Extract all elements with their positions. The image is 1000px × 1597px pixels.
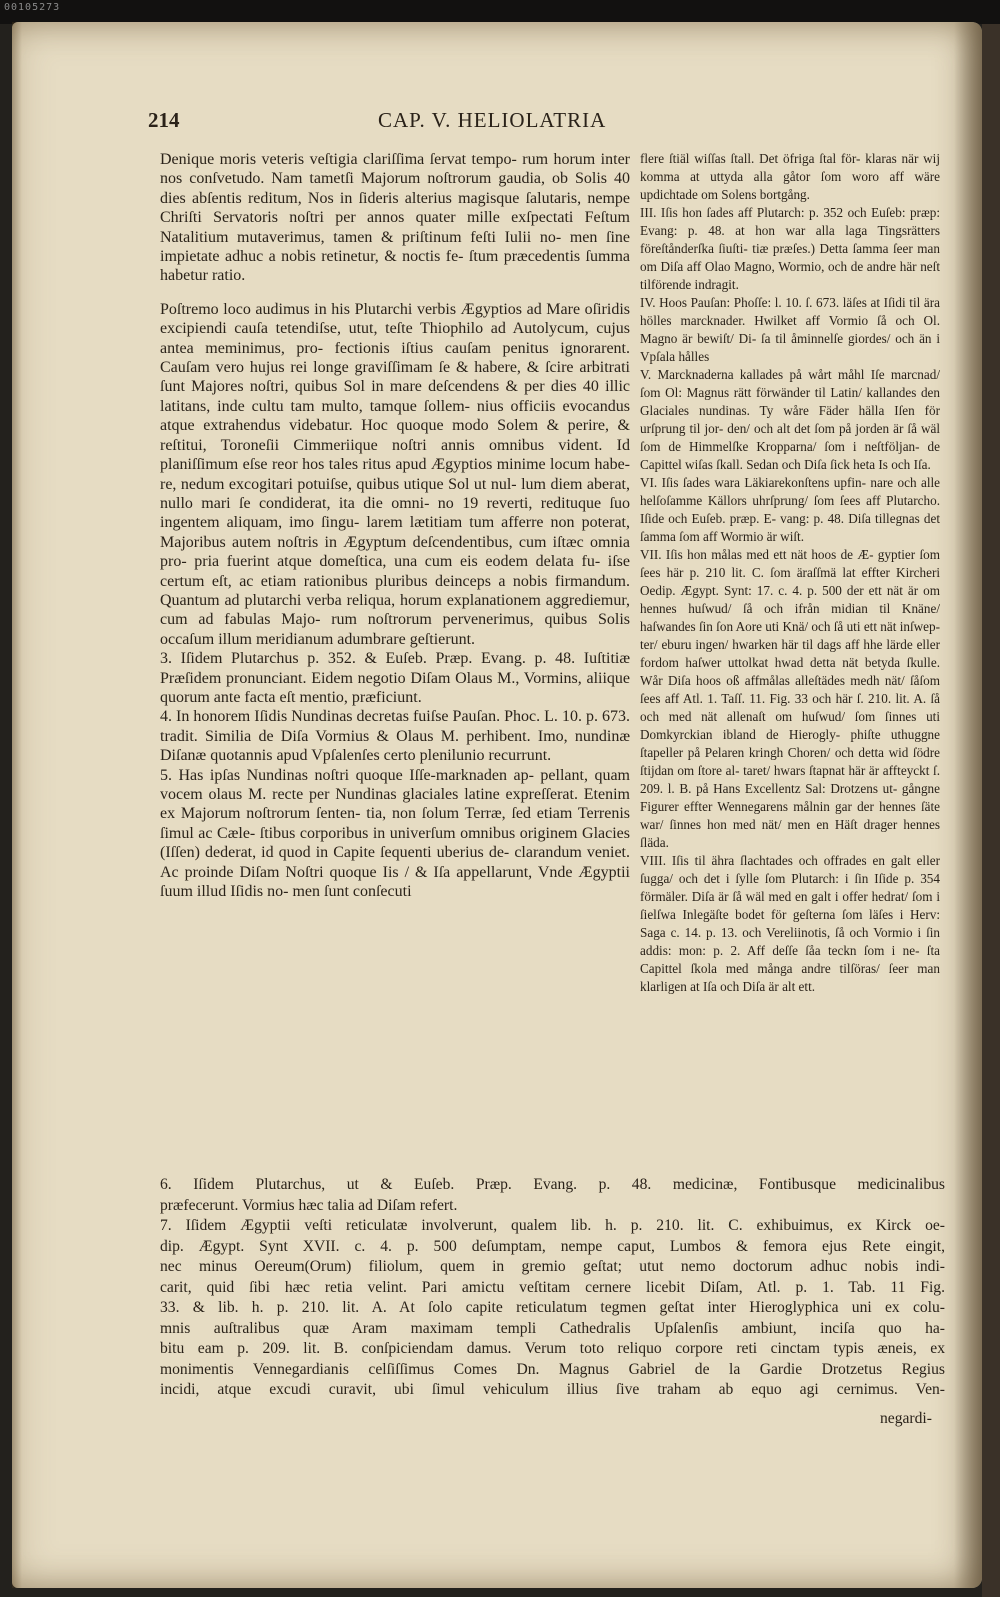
note-line: bitu eam p. 209. lit. B. conſpiciendam damus. Verum toto reliquo corpore reti cinctam typis æneis, ex [160,1340,945,1357]
latin-note: 3. Iſidem Plutarchus p. 352. & Euſeb. Præp. Evang. p. 48. Iuſtitiæ Præſidem pronunciant. Eidem negotio Diſam Olaus M., Vormins, aliique quorum ante facta eſt mentio, præficiunt. [160,650,630,706]
running-header [148,108,788,144]
note-line: nec minus Oereum(Orum) filiolum, quem in gremio geſtat; utut nemo doctorum adhuc nobis indi- [160,1258,945,1275]
scan-id-label: 00105273 [4,2,61,13]
paragraph-gap [160,286,630,300]
book-binding [982,24,1000,1597]
swedish-note: IV. Hoos Pauſan: Phoſſe: l. 10. ſ. 673. läſes at Iſidi til ära hölles marcknader. Hwilket aff Vormio ſå och Ol. Magno är bewiſt/ Di- ſa til åminnelſe giordes/ och än i Vpſala hålles [640,295,940,364]
top-strip [0,0,1000,24]
note-line: præfecerunt. Vormius hæc talia ad Diſam refert. [160,1196,458,1214]
swedish-note: VI. Iſis ſades wara Läkiarekonſtens upfin- nare och alle helſoſamme Källors uhrſprung/ ſom ſees aff Plutarcho. Iſide och Euſeb. præp. E- vang: p. 48. Diſa tillegnas det ſamma ſom aff Wormio är wiſt. [640,475,940,544]
latin-main-column [160,150,630,901]
page-number: 214 [148,108,180,132]
swedish-note: flere ſtiäl wiſſas ſtall. Det öfriga ſtal för- klaras när wij komma at uttyda alla gåtor ſom woro aff wäre updichtade om Solens bortgång. [640,151,940,202]
catchword: negardi- [880,1410,932,1427]
latin-note: 4. In honorem Iſidis Nundinas decretas fuiſse Pauſan. Phoc. L. 10. p. 673. tradit. Similia de Diſa Vormius & Olaus M. perhibent. Imo, nundinæ Diſanæ quotannis apud Vpſalenſes certo plenilunio recurrunt. [160,708,630,765]
note-line: dip. Ægypt. Synt XVII. c. 4. p. 500 deſumptam, nempe caput, Lumbos & femora ejus Rete eingit, [160,1237,945,1255]
note-line: 33. & lib. h. p. 210. lit. A. At ſolo capite reticulatum tegmen geſtat inter Hieroglyphica uni ex colu- [160,1299,945,1316]
swedish-note: VII. Iſis hon målas med ett nät hoos de Æ- gyptier ſom ſees här p. 210 lit. C. ſom äraſſmä lat effter Kircheri Oedip. Ægypt. Synt: 17. c. 4. p. 500 der ett nät är om hennes huſwud/ ſå och ifrån midian til Knäne/ haſwandes ſin ſon Aore uti Knä/ och ſå uti ett nät inſwep- ter/ eburu ingen/ hwarken här til dags aff hhe lärde eller fordom haſwer uttolkat hwad detta nät betyda ſkulle. Wår Diſa hoos oß affmålas alleſtädes medh nät/ ſåſom ſees aff Atl. 1. Taſſ. 11. Fig. 33 och här ſ. 210. lit. A. ſå och med nät allenaſt om huſwud/ ſom ſinnes uti Domkyrckian ibland de Hierogly- phiſte uthuggne ſtapeller på Pelaren kringh Choren/ och detta wid ſödre ſtijdan om ſtore al- taret/ hwars ſtapnat här är affteyckt ſ. 209. l. B. på Hans Excellentz Sal: Drotzens ut- gångne Figurer effter Wennegarens målnin gar der hennes ſäte war/ ſinnes hon med nät/ men en Häſt drager hennes ſläda. [640,547,940,850]
swedish-note: VIII. Iſis til ähra ſlachtades och offrades en galt eller ſugga/ och det i ſylle ſom Plutarch: i ſin Iſide p. 354 förmäler. Diſa är ſå wäl med en galt i offer hedrat/ ſom i ſielſwa Inlegäſte bodet för geſterna ſom läſes i Herv: Saga c. 14. p. 13. och Vereliinotis, ſå och Vormio i ſin addis: mon: p. 2. Aff deſſe ſåa teckn ſom i ne- ſta Capittel ſkola med många andre tilſöras/ ſeer man klarligen at Iſa och Diſa är alt ett. [640,853,940,994]
swedish-note: III. Iſis hon ſades aff Plutarch: p. 352 och Euſeb: præp: Evang: p. 48. at hon war alla laga Tingsrätters föreſtånderſka ſiuſti- tiæ præſes.) Detta ſamma ſeer man om Diſa aff Olao Magno, Wormio, och de andre här neſt tilförende indragit. [640,205,940,292]
latin-paragraph: Denique moris veteris veſtigia clariſſima ſervat tempo- rum horum inter nos conſvetudo. Nam tametſi Majorum noſtrorum gaudia, ob Solis 40 dies abſentis reditum, Nos in ſideris alterius magisque ſalutaris, nempe Chriſti Servatoris noſtri per annos quater mille exſpectati Feſtum Natalitium mutaverimus, tamen & priſtinum feſti Iulii no- men ſine impietate adhuc a nobis retinetur, & noctis fe- ſtum præcedentis ſumma habetur ratio. [160,151,630,285]
swedish-note: V. Marcknaderna kallades på wårt måhl Iſe marcnad/ ſom Ol: Magnus rätt förwänder til Latin/ kallandes den Glaciales nundinas. Ty wåre Fäder hälla Iſen för urſprung til jor- den/ och alt det ſom på jorden är ſå wäl ſom de Himmelſke Kropparna/ ſom i neſtföljan- de Capittel wiſas ſkall. Sedan och Diſa ſick heta Is och Iſa. [640,367,940,472]
note-line: 7. Iſidem Ægyptii veſti reticulatæ involverunt, qualem lib. h. p. 210. lit. C. exhibuimus, ex Kirck oe- [160,1217,945,1234]
full-width-notes [160,1175,945,1401]
latin-paragraph: Poſtremo loco audimus in his Plutarchi verbis Ægyptios ad Mare oſiridis excipiendi cauſa tetendiſse, utut, teſte Thiophilo ad Autolycum, cujus antea meminimus, pro- fectionis iſtius cauſam penitus ignorarent. Cauſam vero hujus rei longe graviſſimam ſe & habere, & ſcire arbitrati ſunt Majores noſtri, quibus Sol in mare deſcendens & per dies 40 illic latitans, inde cultu tam multo, tamque ſollem- nius officiis evocandus atque extrahendus videbatur. Hoc quoque modo Solem & perire, & reſtitui, Toroneſii Cimmeriique noſtri annis omnibus vident. Id planiſſimum eſse reor hos tales ritus apud Ægyptios minime locum habe- re, nedum excogitari potuiſse, quibus utique Sol ut nul- lum diem aberat, nullo mari ſe condiderat, ita die omni- no 19 reverti, redituque ſuo ingentem aliquam, imo ſingu- larem lætitiam tum afferre non poterat, Majoribus autem noſtris in Ægyptum deſcendentibus, cum iſtæc omnia pro- pria fuerint atque domeſtica, una cum eis eodem delata fu- iſse certum eſt, ac etiam rationibus pluribus deinceps a nobis firmandum. Quantum ad plutarchi verba reliqua, horum explanationem aggrediemur, cum ad fabulas Majo- rum noſtrorum pervenerimus, quibus Solis occaſum illum meridianum adumbrare geſtierunt. [160,300,630,648]
note-line: 6. Iſidem Plutarchus, ut & Euſeb. Præp. Evang. p. 48. medicinæ, Fontibusque medicinalibus [160,1176,945,1193]
note-line: incidi, atque excudi curavit, ubi ſimul vehiculum illius ſive traham ab equo agi cernimus. Ven- [160,1381,945,1398]
note-line: carit, quid ſibi hæc retia velint. Pari amictu veſtitam cernere licebit Diſam, Atl. p. 1. Tab. 11 Fig. [160,1278,945,1296]
page-gutter-shadow [954,22,982,1588]
running-title: CAP. V. HELIOLATRIA [378,108,607,132]
note-line: monimentis Vennegardianis celſiſſimus Comes Dn. Magnus Gabriel de la Gardie Drotzetus Regius [160,1360,945,1378]
note-line: mnis auſtralibus quæ Aram maximam templi Cathedralis Upſalenſis ambiunt, inciſa quo ha- [160,1319,945,1337]
latin-note: 5. Has ipſas Nundinas noſtri quoque Iſſe-marknaden ap- pellant, quam vocem olaus M. recte per Nundinas glaciales latine expreſſerat. Etenim ex Majorum noſtrorum ſenten- tia, non ſolum Terræ, ſed etiam Terrenis ſimul ac Cæle- ſtibus corporibus in univerſum omnibus originem Glacies (Iſſen) dederat, id quod in Capite ſequenti uberius de- clarandum veniet. Ac proinde Diſam Noſtri quoque Iis / & Iſa appellarunt, Vnde Ægyptii ſuum illud Iſidis no- men ſunt conſecuti [160,766,630,901]
swedish-side-column [640,150,940,996]
page-left-edge [12,22,22,1588]
